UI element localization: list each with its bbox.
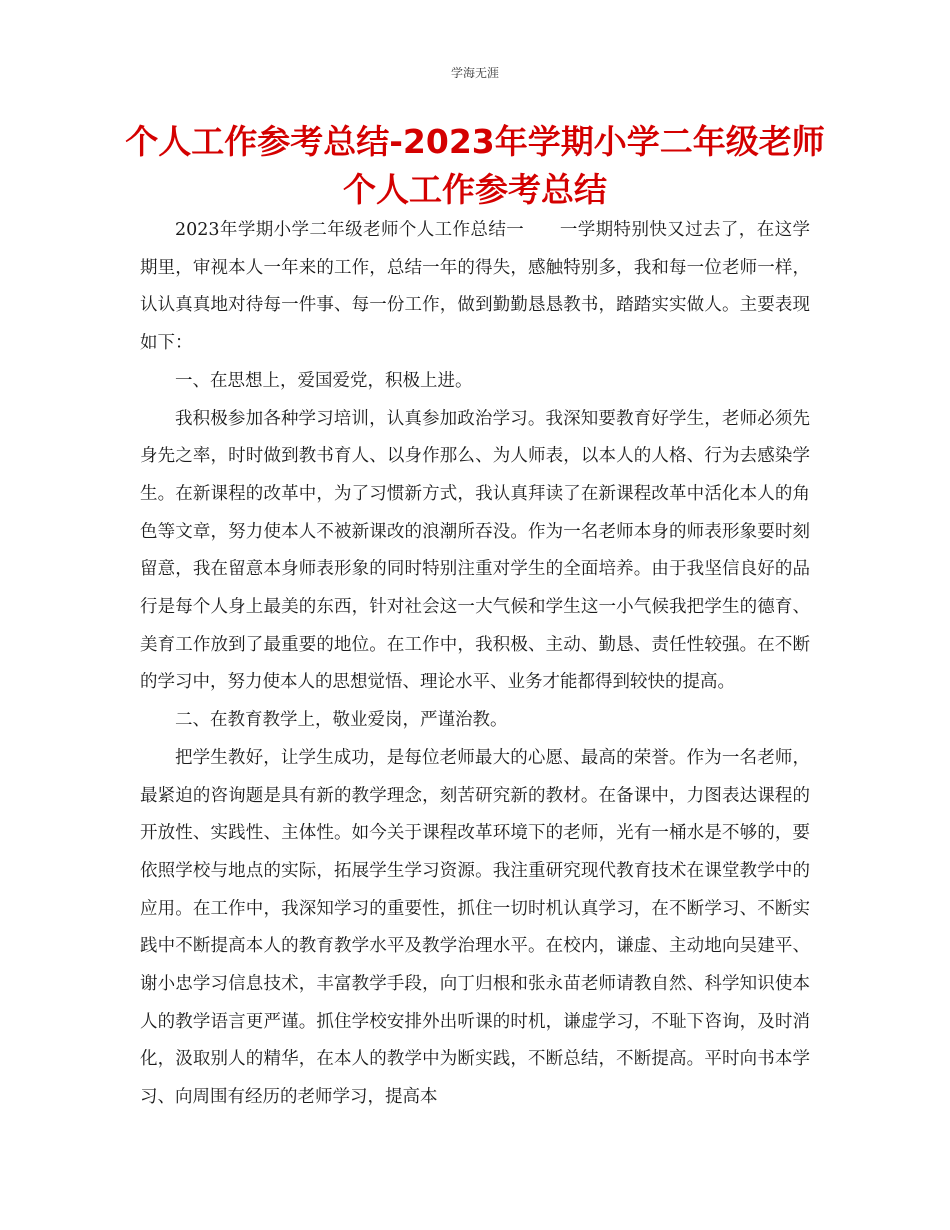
page-header: 学海无涯 (450, 66, 499, 80)
document-body (140, 212, 810, 1117)
document-title: 个人工作参考总结-2023年学期小学二年级老师个人工作参考总结 (125, 122, 825, 209)
paragraph-intro: 2023年学期小学二年级老师个人工作总结一 一学期特别快又过去了，在这学期里，审视本人一年来的工作，总结一年的得失，感触特别多，我和每一位老师一样，认认真真地对待每一件事、每一份工作，做到勤勤恳恳教书，踏踏实实做人。主要表现如下： (140, 220, 810, 354)
paragraph-section-2: 把学生教好，让学生成功，是每位老师最大的心愿、最高的荣誉。作为一名老师，最紧迫的咨询题是具有新的教学理念，刻苦研究新的教材。在备课中，力图表达课程的开放性、实践性、主体性。如今关于课程改革环境下的老师，光有一桶水是不够的，要依照学校与地点的实际，拓展学生学习资源。我注重研究现代教育技术在课堂教学中的应用。在工作中，我深知学习的重要性，抓住一切时机认真学习，在不断学习、不断实践中不断提高本人的教育教学水平及教学治理水平。在校内，谦虚、主动地向吴建平、谢小忠学习信息技术，丰富教学手段，向丁归根和张永苗老师请教自然、科学知识使本人的教学语言更严谨。抓住学校安排外出听课的时机，谦虚学习，不耻下咨询，及时消化，汲取别人的精华，在本人的教学中为断实践，不断总结，不断提高。平时向书本学习、向周围有经历的老师学习，提高本 (140, 747, 810, 1108)
section-heading-1: 一、在思想上，爱国爱党，积极上进。 (175, 370, 473, 391)
section-heading-2: 二、在教育教学上，敬业爱岗，严谨治教。 (175, 710, 508, 731)
paragraph-section-1: 我积极参加各种学习培训，认真参加政治学习。我深知要教育好学生，老师必须先身先之率，时时做到教书育人、以身作那么、为人师表，以本人的人格、行为去感染学生。在新课程的改革中，为了习惯新方式，我认真拜读了在新课程改革中活化本人的角色等文章，努力使本人不被新课改的浪潮所吞没。作为一名老师本身的师表形象要时刻留意，我在留意本身师表形象的同时特别注重对学生的全面培养。由于我坚信良好的品行是每个人身上最美的东西，针对社会这一大气候和学生这一小气候我把学生的德育、美育工作放到了最重要的地位。在工作中，我积极、主动、勤恳、责任性较强。在不断的学习中，努力使本人的思想觉悟、理论水平、业务才能都得到较快的提高。 (140, 408, 810, 693)
